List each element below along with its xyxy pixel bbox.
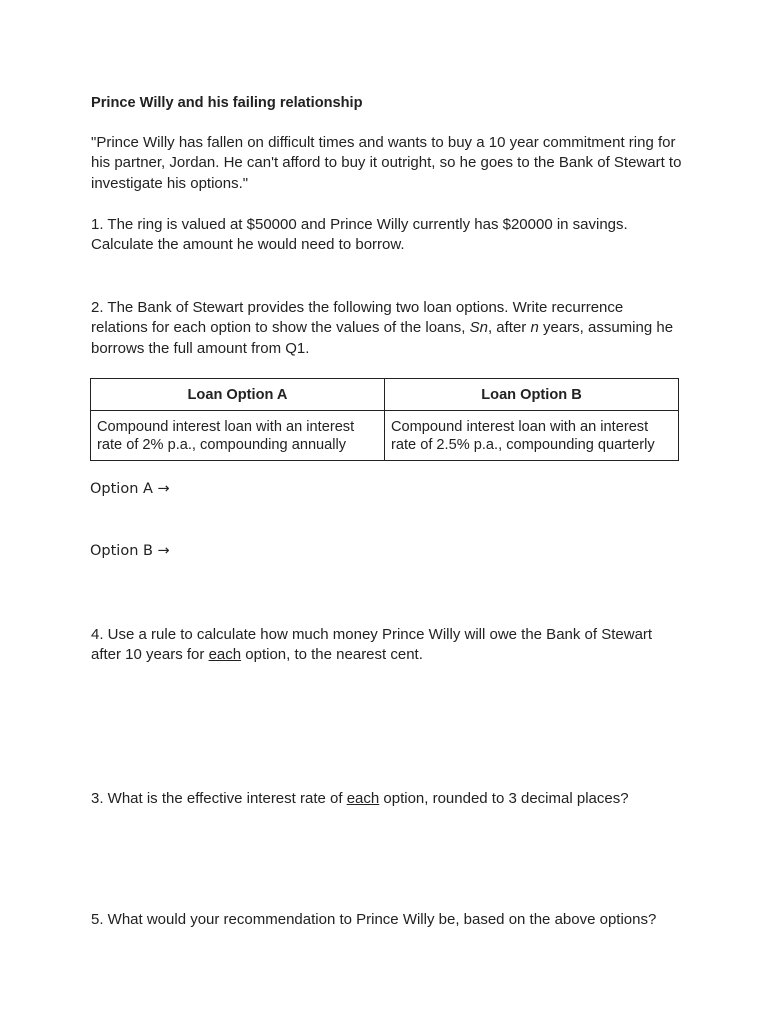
question-3 — [91, 789, 691, 809]
question-4-emphasis: each — [208, 646, 242, 664]
option-b-answer-label: Option B → — [90, 543, 170, 559]
question-4-text-1: 4. Use a rule to calculate how much money Prince Willy will owe the Bank of Stewart after 10 years for — [91, 626, 653, 664]
question-4-text-2: option, to the nearest cent. — [241, 646, 423, 664]
question-2-text-3: years, assuming he borrows the full amount from Q1. — [91, 319, 674, 357]
table-header-option-a: Loan Option A — [91, 379, 385, 411]
intro-paragraph: "Prince Willy has fallen on difficult times and wants to buy a 10 year commitment ring for his partner, Jordan. He can't afford to buy it outright, so he goes to the Bank of Stewart to investigate his options." — [91, 134, 682, 192]
question-2 — [91, 298, 683, 359]
table-cell-option-a: Compound interest loan with an interest rate of 2% p.a., compounding annually — [91, 411, 385, 461]
question-2-var-sn: Sn — [469, 319, 488, 337]
question-2-text-2: , after — [487, 319, 531, 337]
table-header-row — [91, 379, 679, 411]
question-5: 5. What would your recommendation to Prince Willy be, based on the above options? — [91, 911, 657, 928]
question-3-text-2: option, rounded to 3 decimal places? — [379, 790, 629, 807]
table-header-option-b: Loan Option B — [385, 379, 679, 411]
question-2-var-n: n — [530, 319, 539, 337]
document-title: Prince Willy and his failing relationship — [91, 95, 363, 111]
option-a-answer-label: Option A → — [90, 481, 170, 497]
question-3-text-1: 3. What is the effective interest rate of — [91, 790, 347, 807]
question-3-emphasis: each — [346, 790, 380, 807]
table-row — [91, 411, 679, 461]
question-4 — [91, 625, 683, 666]
question-1: 1. The ring is valued at $50000 and Prince Willy currently has $20000 in savings. Calculate the amount he would need to borrow. — [91, 216, 628, 254]
question-2-text-1: 2. The Bank of Stewart provides the following two loan options. Write recurrence relations for each option to show the values of the loans, — [91, 299, 624, 337]
loan-options-table — [90, 378, 679, 461]
table-cell-option-b: Compound interest loan with an interest rate of 2.5% p.a., compounding quarterly — [385, 411, 679, 461]
